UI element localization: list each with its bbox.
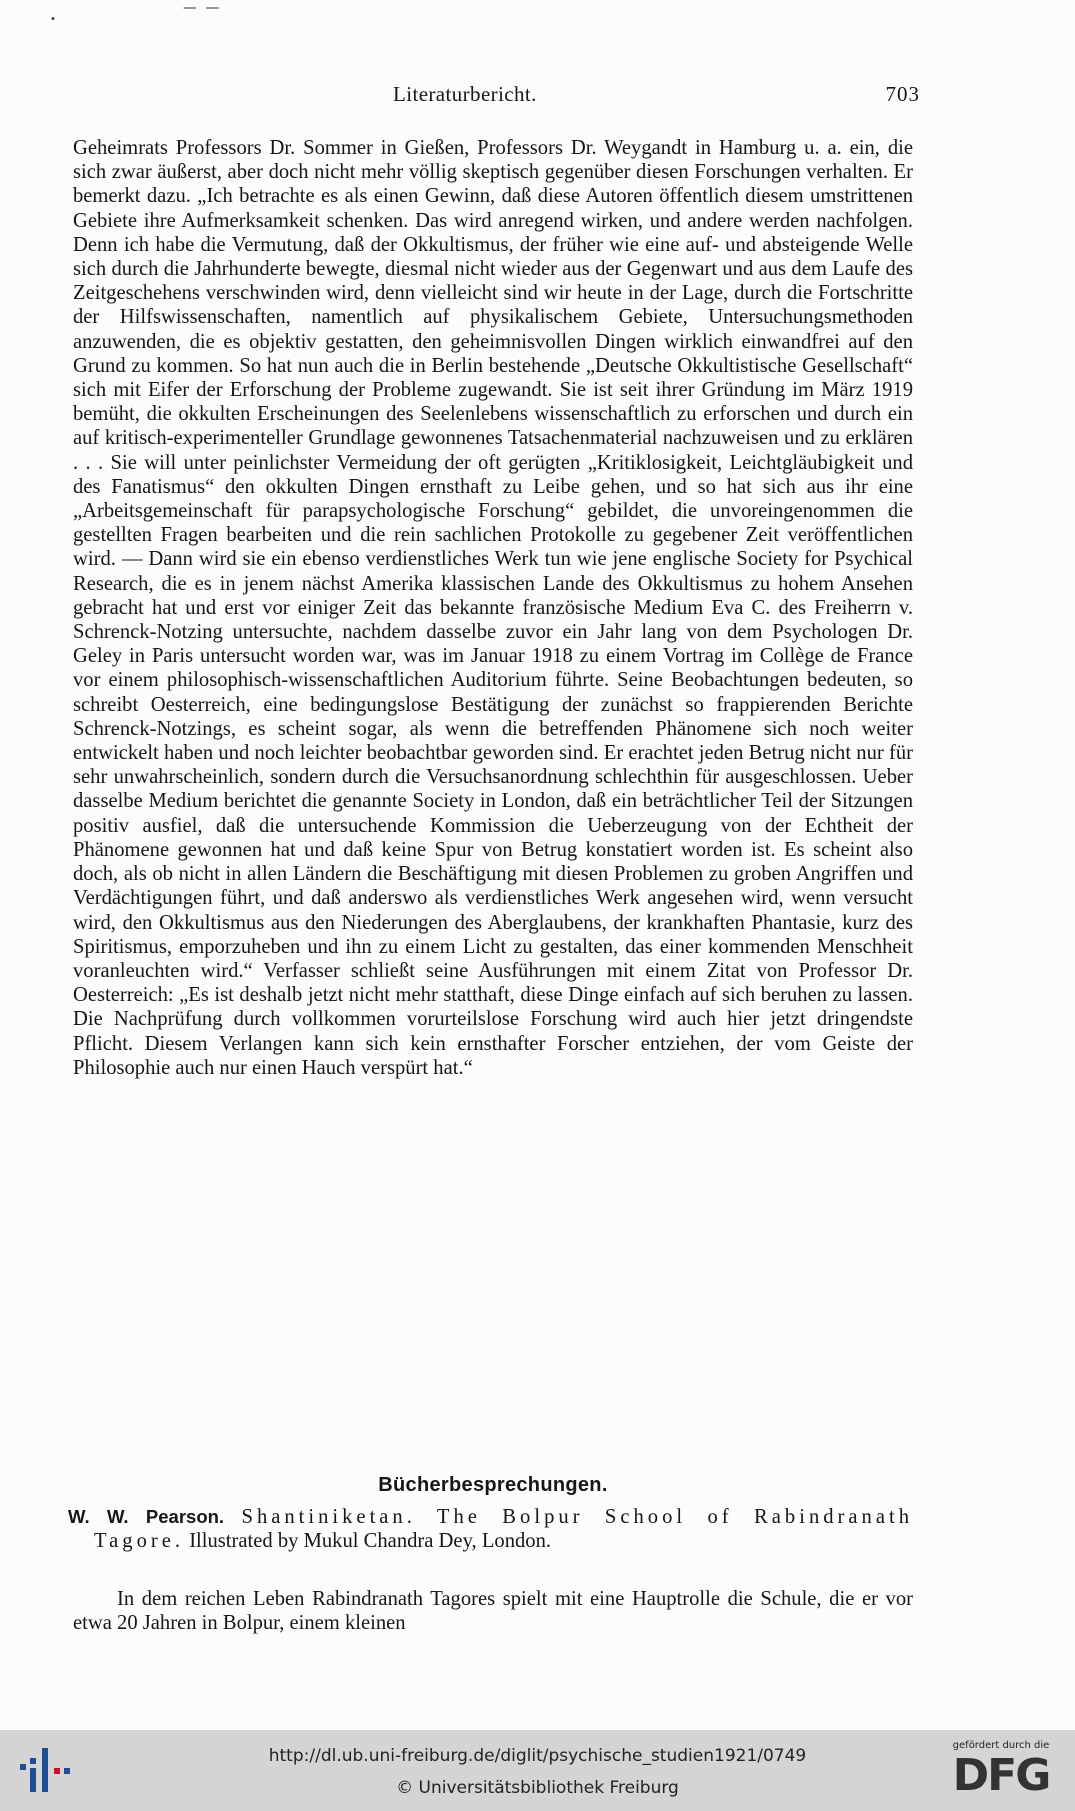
review-book-title: Shantiniketan. The Bolpur School of Rabindranath Tagore. [94,1506,913,1553]
review-author: W. W. Pearson. [68,1506,225,1527]
page-number: 703 [885,82,920,106]
body-text [73,136,913,1080]
body-paragraph: Geheimrats Professors Dr. Sommer in Gießen, Professors Dr. Weygandt in Hamburg u. a. ein, die sich zwar äußerst, aber doch nicht mehr völlig skeptisch gegenüber diesen Forschungen verhalten. Er bemerkt dazu. „Ich betrachte es als einen Gewinn, daß diese Autoren öffentlich diesem umstrittenen Gebiete ihre Aufmerksamkeit schenken. Das wird anregend wirken, und andere werden nachfolgen. Denn ich habe die Vermutung, daß der Okkultismus, der früher wie eine auf- und absteigende Welle sich durch die Jahrhunderte bewegte, diesmal nicht wieder aus der Gegenwart und aus dem Laufe des Zeitgeschehens verschwinden wird, denn vielleicht sind wir heute in der Lage, durch die Fortschritte der Hilfswissenschaften, namentlich auf physikalischem Gebiete, Untersuchungsmethoden anzuwenden, die es objektiv gestatten, den geheimnisvollen Dingen wirklich einwandfrei auf den Grund zu kommen. So hat nun auch die in Berlin bestehende „Deutsche Okkultistische Gesellschaft“ sich mit Eifer der Erforschung der Probleme zugewandt. Sie ist seit ihrer Gründung im März 1919 bemüht, die okkulten Erscheinungen des Seelenlebens wissenschaftlich zu erforschen und durch ein auf kritisch-experimenteller Grundlage gewonnenes Tatsachenmaterial nachzuweisen und zu erklären . . . Sie will unter peinlichster Vermeidung der oft gerügten „Kritiklosigkeit, Leichtgläubigkeit und des Fanatismus“ den okkulten Dingen ernsthaft zu Leibe gehen, und so hat sich aus ihr eine „Arbeitsgemeinschaft für parapsychologische Forschung“ gebildet, die unvoreingenommen die gestellten Fragen bearbeiten und die rein sachlichen Protokolle zu gegebener Zeit veröffentlichen wird. — Dann wird sie ein ebenso verdienstliches Werk tun wie jene englische Society for Psychical Research, die es in jenem nächst Amerika klassischen Lande des Okkultismus zu hohem Ansehen gebracht hat und erst vor einiger Zeit das bekannte französische Medium Eva C. des Freiherrn v. Schrenck-Notzing untersuchte, nachdem dasselbe zuvor ein Jahr lang von dem Psychologen Dr. Geley in Paris untersucht worden war, was im Januar 1918 zu einem Vortrag im Collège de France vor einem philosophisch-wissenschaftlichen Auditorium führte. Seine Beobachtungen bedeuten, so schreibt Oesterreich, eine bedingungslose Bestätigung der zunächst so frappierenden Berichte Schrenck-Notzings, es scheint sogar, als wenn die betreffenden Phänomene sich noch weiter entwickelt haben und noch leichter beobachtbar geworden sind. Er erachtet jeden Betrug nicht nur für sehr unwahrscheinlich, sondern durch die Versuchsanordnung schlechthin für ausgeschlossen. Ueber dasselbe Medium berichtet die genannte Society in London, daß ein beträchtlicher Teil der Sitzungen positiv ausfiel, daß die untersuchende Kommission die Ueberzeugung von der Echtheit der Phänomene gewonnen hat und daß keine Spur von Betrug konstatiert worden ist. Es scheint also doch, als ob nicht in allen Ländern die Beschäftigung mit diesen Problemen zu groben Angriffen und Verdächtigungen führt, und daß anderswo als verdienstliches Werk angesehen wird, wenn versucht wird, den Okkultismus aus den Niederungen des Aberglaubens, der krankhaften Phantasie, kurz des Spiritismus, emporzuheben und ihn zu einem Licht zu gestalten, das einer kommenden Menschheit voranleuchten wird.“ Verfasser schließt seine Ausführungen mit einem Zitat von Professor Dr. Oesterreich: „Es ist deshalb jetzt nicht mehr statthaft, diese Dinge einfach auf sich beruhen zu lassen. Die Nachprüfung durch vollkommen vorurteilslose Forschung wird auch hier jetzt dringendste Pflicht. Diesem Verlangen kann sich kein ernsthafter Forscher entziehen, der vom Geiste der Philosophie auch nur einen Hauch verspürt hat.“ [73,137,913,1079]
running-title: Literaturbericht. [393,82,537,106]
dfg-caption: gefördert durch die [952,1740,1050,1751]
dfg-logo-icon: DFG [952,1750,1050,1801]
scan-mark-dot: • [50,14,56,25]
footer-credit: © Universitätsbibliothek Freiburg [396,1778,679,1798]
viewer-footer [0,1730,1075,1811]
review-citation [68,1505,913,1553]
footer-url-link[interactable]: http://dl.ub.uni-freiburg.de/diglit/psychische_studien1921/0749 [268,1746,807,1766]
review-book-details: Illustrated by Mukul Chandra Dey, London. [189,1530,552,1553]
scan-mark-dash: — — [183,0,222,16]
section-heading: Bücherbesprechungen. [378,1474,608,1496]
dfg-logo [941,1738,1061,1804]
review-body: In dem reichen Leben Rabindranath Tagores spielt mit eine Hauptrolle die Schule, die er vor etwa 20 Jahren in Bolpur, einem kleinen [73,1588,913,1635]
review-entry [68,1505,913,1553]
running-head [70,82,920,112]
